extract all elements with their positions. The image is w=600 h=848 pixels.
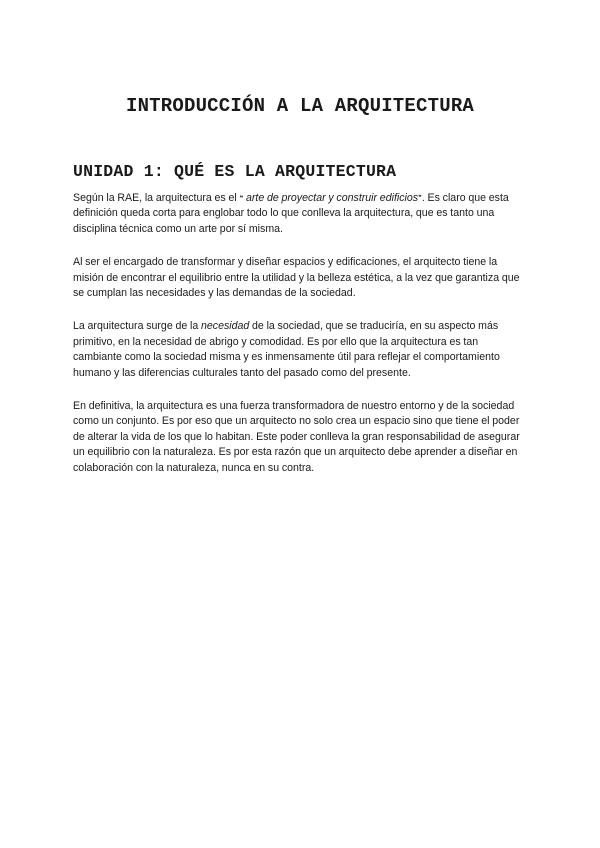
paragraph-origin-need <box>73 319 525 381</box>
open-quote-mark: ❝ <box>239 195 244 202</box>
paragraph-text: . Es claro que esta definición queda corta para englobar todo lo que conlleva la arquitectura, que es tanto una disciplina técnica como un arte por sí misma. <box>73 192 509 235</box>
paragraph-conclusion: En definitiva, la arquitectura es una fuerza transformadora de nuestro entorno y de la sociedad como un conjunto. Es por eso que un arquitecto no solo crea un espacio sino que tiene el poder de alterar la vida de los que lo habitan. Este poder conlleva la gran responsabilidad de asegurar un equilibrio con la naturaleza. Es por esta razón que un arquitecto debe aprender a diseñar en colaboración con la naturaleza, nunca en su contra. <box>73 400 520 474</box>
unit-title: UNIDAD 1: QUÉ ES LA ARQUITECTURA <box>73 162 397 181</box>
document-title: INTRODUCCIÓN A LA ARQUITECTURA <box>125 95 475 117</box>
paragraph-text: Según la RAE, la arquitectura es el <box>73 192 240 204</box>
emphasized-definition: arte de proyectar y construir edificios <box>245 192 419 204</box>
close-quote-mark: ❞ <box>418 195 422 202</box>
document-body <box>73 191 525 494</box>
emphasized-word: necesidad <box>200 320 250 333</box>
paragraph-text: de la sociedad, que se traduciría, en su aspecto más primitivo, en la necesidad de abrigo y comodidad. Es por ello que la arquitectura es tan cambiante como la sociedad misma y es inmensamente útil para reflejar el comportamiento humano y las diferencias culturales tanto del pasado como del presente. <box>73 320 500 379</box>
paragraph-architect-role: Al ser el encargado de transformar y diseñar espacios y edificaciones, el arquitecto tiene la misión de encontrar el equilibrio entre la utilidad y la belleza estética, a la vez que garantiza que se cumplan las necesidades y las demandas de la sociedad. <box>73 256 520 300</box>
paragraph-text: La arquitectura surge de la <box>73 320 201 333</box>
paragraph-rae-definition <box>73 191 525 237</box>
